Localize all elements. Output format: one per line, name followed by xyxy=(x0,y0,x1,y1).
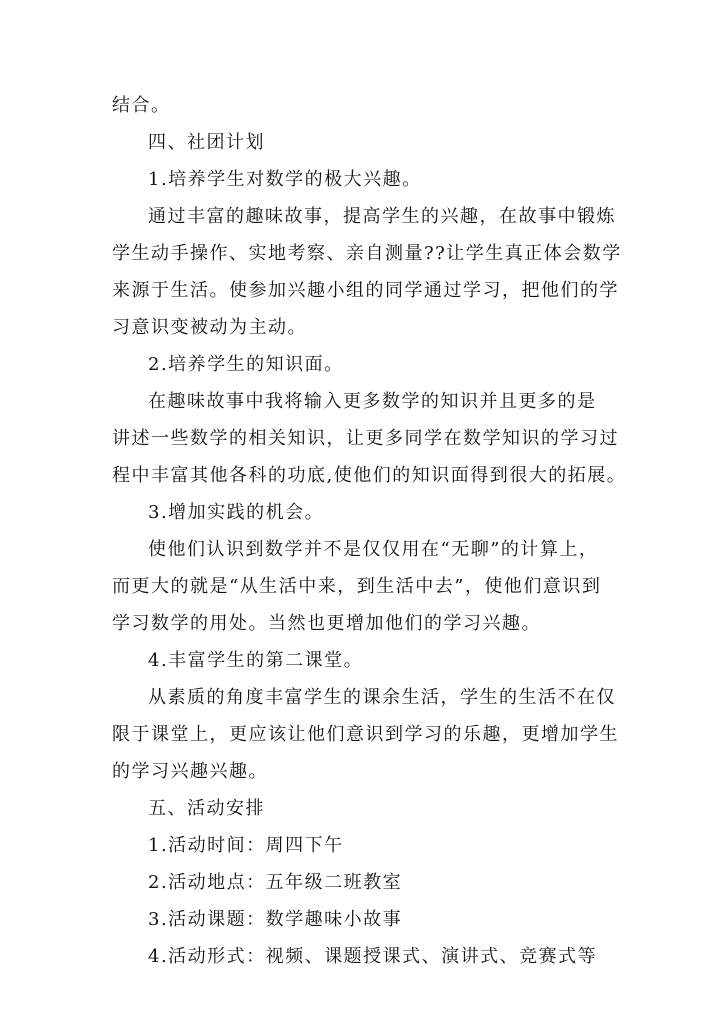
activity-topic: 3.活动课题：数学趣味小故事 xyxy=(148,909,403,930)
paragraph-line: 通过丰富的趣味故事，提高学生的兴趣，在故事中锻炼 xyxy=(148,206,616,227)
paragraph-line: 来源于生活。使参加兴趣小组的同学通过学习，把他们的学 xyxy=(112,280,619,301)
subheading-practice: 3.增加实践的机会。 xyxy=(148,502,325,523)
paragraph-line: 而更大的就是“从生活中来，到生活中去”，使他们意识到 xyxy=(112,576,602,597)
paragraph-continuation: 结合。 xyxy=(112,95,171,116)
activity-time: 1.活动时间：周四下午 xyxy=(148,835,344,856)
subheading-interest: 1.培养学生对数学的极大兴趣。 xyxy=(148,169,422,190)
paragraph-line: 习意识变被动为主动。 xyxy=(112,317,307,338)
paragraph-line: 的学习兴趣兴趣。 xyxy=(112,761,268,782)
paragraph-line: 限于课堂上，更应该让他们意识到学习的乐趣，更增加学生 xyxy=(112,724,619,745)
paragraph-line: 从素质的角度丰富学生的课余生活，学生的生活不在仅 xyxy=(148,687,616,708)
paragraph-line: 使他们认识到数学并不是仅仅用在“无聊”的计算上， xyxy=(148,539,599,560)
activity-format: 4.活动形式：视频、课题授课式、演讲式、竞赛式等 xyxy=(148,946,598,967)
paragraph-line: 学生动手操作、实地考察、亲自测量??让学生真正体会数学 xyxy=(112,243,622,264)
paragraph-line: 学习数学的用处。当然也更增加他们的学习兴趣。 xyxy=(112,613,541,634)
section-heading-club-plan: 四、社团计划 xyxy=(148,132,265,153)
subheading-second-classroom: 4.丰富学生的第二课堂。 xyxy=(148,650,364,671)
paragraph-line: 在趣味故事中我将输入更多数学的知识并且更多的是 xyxy=(148,391,597,412)
paragraph-line: 讲述一些数学的相关知识，让更多同学在数学知识的学习过 xyxy=(112,428,619,449)
paragraph-line: 程中丰富其他各科的功底,使他们的知识面得到很大的拓展。 xyxy=(112,465,627,486)
section-heading-activities: 五、活动安排 xyxy=(148,798,265,819)
activity-location: 2.活动地点：五年级二班教室 xyxy=(148,872,403,893)
subheading-knowledge: 2.培养学生的知识面。 xyxy=(148,354,344,375)
